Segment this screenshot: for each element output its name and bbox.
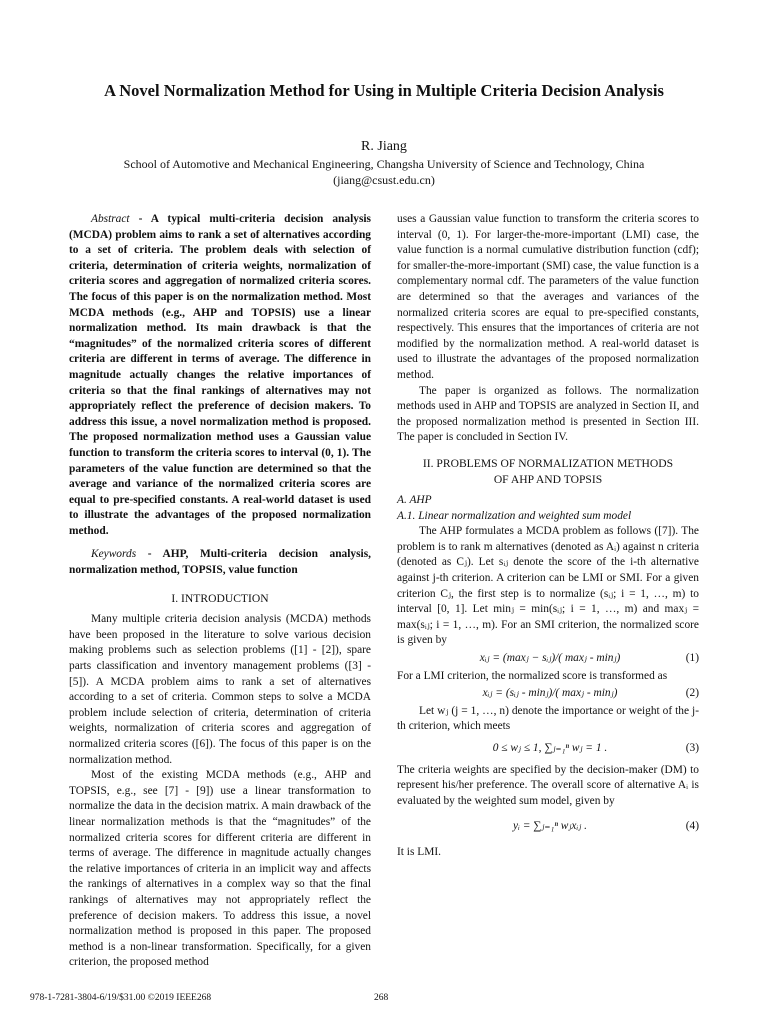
equation-3 <box>397 741 699 757</box>
subsection-ahp: A. AHP <box>397 494 432 507</box>
equation-1-body: xᵢⱼ = (maxⱼ − sᵢⱼ)/( maxⱼ - minⱼ) <box>479 652 621 665</box>
right-column <box>397 212 699 861</box>
equation-2 <box>397 686 699 702</box>
author-email: (jiang@csust.edu.cn) <box>333 173 435 187</box>
author-affiliation <box>0 156 768 188</box>
keywords <box>69 547 371 578</box>
affiliation-text: School of Automotive and Mechanical Engineering, Changsha University of Science and Technology, China <box>123 157 645 171</box>
section-heading-introduction: I. INTRODUCTION <box>171 591 269 605</box>
ahp-paragraph-5: It is LMI. <box>397 845 441 858</box>
footer-isbn: 978-1-7281-3804-6/19/$31.00 ©2019 IEEE268 <box>30 993 212 1003</box>
section-heading-2 <box>397 456 699 487</box>
equation-4-body: yᵢ = ∑ⱼ₌₁ⁿ wⱼxᵢⱼ . <box>513 820 587 833</box>
equation-3-number: (3) <box>685 742 699 754</box>
equation-3-body: 0 ≤ wⱼ ≤ 1, ∑ⱼ₌₁ⁿ wⱼ = 1 . <box>492 742 608 754</box>
keywords-label: Keywords <box>91 548 137 561</box>
section-heading-2-line1: II. PROBLEMS OF NORMALIZATION METHODS <box>422 456 674 470</box>
abstract-label: Abstract <box>91 213 130 225</box>
abstract <box>69 212 371 539</box>
intro-paragraph-4: The paper is organized as follows. The normalization methods used in AHP and TOPSIS are analyzed in Section II, and the proposed normalization method is presented in Section III. The paper is concluded in Section IV. <box>397 384 699 444</box>
intro-paragraph-2: Most of the existing MCDA methods (e.g., AHP and TOPSIS, e.g., see [7] - [9]) use a linear transformation to normalize the data in the decision matrix. A main drawback of the linear normalization methods is that the “magnitudes” of the normalized criteria scores for different criteria are different in terms of average. The difference in magnitude actually changes the relative importances of criteria in an implicit way and affects the rankings of alternatives in a complex way so that the final rankings of alternatives may not appropriately reflect the preference of decision makers. To address this issue, a novel normalization method is proposed in this paper. The proposed method is a non-linear transformation. Specifically, for a given criterion, the proposed method <box>69 769 371 969</box>
subsection-linear-normalization: A.1. Linear normalization and weighted sum model <box>397 509 632 522</box>
paper-title: A Novel Normalization Method for Using in Multiple Criteria Decision Analysis <box>104 81 664 100</box>
equation-1 <box>397 651 699 667</box>
abstract-text: - A typical multi-criteria decision analysis (MCDA) problem aims to rank a set of alternatives according to a set of criteria. The problem deals with selection of criteria, determination of criteria weights, normalization of criteria scores and aggregation of normalized criteria scores. The focus of this paper is on the normalization method. Most MCDA methods (e.g., AHP and TOPSIS) use a linear normalization method. Its main drawback is that the “magnitudes” of the normalized criteria scores of different criteria are different in terms of average. The difference in magnitude actually changes the relative importances of criteria so that the final rankings of alternatives may not appropriately reflect the preference of decision makers. To address this issue, a novel normalization method is proposed. The proposed normalization method uses a Gaussian value function to transform the criteria scores to interval (0, 1). The parameters of the value function are determined so that the average and variance of the normalized criteria scores are equal to pre-specified constants. A real-world dataset is used to illustrate the advantages of the proposed normalization method. <box>69 213 371 537</box>
equation-2-body: xᵢⱼ = (sᵢⱼ - minⱼ)/( maxⱼ - minⱼ) <box>482 687 618 700</box>
left-column <box>69 212 371 971</box>
ahp-paragraph-2: For a LMI criterion, the normalized score is transformed as <box>397 669 668 682</box>
intro-paragraph-1: Many multiple criteria decision analysis (MCDA) methods have been proposed in the literature to solve various decision making problems such as selection problems ([1] - [2]), spare parts classification and inventory management problems ([3] - [5]). A MCDA problem aims to rank a set of alternatives according to a set of criteria. Common steps to solve a MCDA problem include selection of criteria, determination of criteria weights, normalization of criteria scores and aggregation of normalized criteria scores ([6]). The focus of this paper is on the normalization method. <box>69 613 371 766</box>
intro-paragraph-3: uses a Gaussian value function to transform the criteria scores to interval (0, 1). For larger-the-more-important (LMI) case, the value function is a normal cumulative distribution function (cdf); for smaller-the-more-important (SMI) case, the value function is a complementary normal cdf. The parameters of the value function are determined so that the averages and variances of the normalized criteria scores are equal to pre-specified constants, respectively. This ensures that the importances of criteria are not modified by the normalization method. A real-world dataset is used to illustrate the advantages of the proposed normalization method. <box>397 213 699 381</box>
paper-author: R. Jiang <box>361 139 407 154</box>
ahp-paragraph-4: The criteria weights are specified by the decision-maker (DM) to represent his/her preference. The overall score of alternative Aᵢ is evaluated by the weighted sum model, given by <box>397 763 699 807</box>
equation-1-number: (1) <box>685 652 699 665</box>
equation-4-number: (4) <box>685 820 699 833</box>
section-heading-2-line2: OF AHP AND TOPSIS <box>493 472 603 486</box>
equation-2-number: (2) <box>685 687 699 700</box>
keywords-text: - AHP, Multi-criteria decision analysis, normalization method, TOPSIS, value function <box>69 548 371 577</box>
footer-page-number: 268 <box>374 993 389 1003</box>
ahp-paragraph-1: The AHP formulates a MCDA problem as follows ([7]). The problem is to rank m alternatives (denoted as Aᵢ) against n criteria (denoted as Cⱼ). Let sᵢⱼ denote the score of the i-th alternative against j-th criterion. A criterion can be LMI or SMI. For a given criterion Cⱼ, the first step is to normalize (sᵢⱼ; i = 1, …, m) to interval [0, 1]. Let minⱼ = min(sᵢⱼ; i = 1, …, m) and maxⱼ = max(sᵢⱼ; i = 1, …, m). For an SMI criterion, the normalized score is given by <box>397 525 699 647</box>
ahp-paragraph-3: Let wⱼ (j = 1, …, n) denote the importance or weight of the j-th criterion, which meets <box>397 704 699 733</box>
equation-4 <box>397 819 699 835</box>
